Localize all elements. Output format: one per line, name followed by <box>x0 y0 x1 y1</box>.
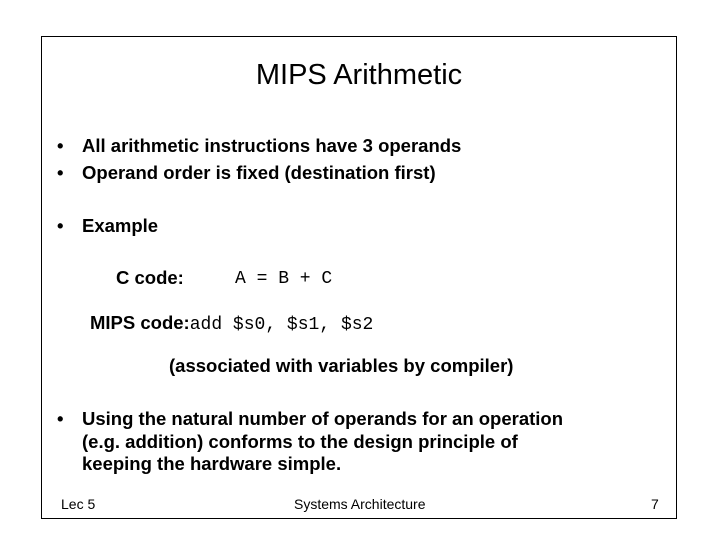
c-code-label: C code: <box>116 267 184 288</box>
bullet-marker: • <box>57 162 64 183</box>
footer-page-number: 7 <box>651 496 659 512</box>
mips-code-value: add $s0, $s1, $s2 <box>189 315 374 335</box>
mips-code-label: MIPS code: <box>90 312 190 333</box>
bullet-text: All arithmetic instructions have 3 operands <box>82 135 462 156</box>
c-code-value: A = B + C <box>235 269 333 289</box>
bullet-item-design-principle <box>57 408 622 476</box>
bullet-item-example <box>57 215 158 237</box>
compiler-note: (associated with variables by compiler) <box>169 355 514 376</box>
mips-code-line <box>90 312 373 336</box>
bullet-text <box>82 408 622 476</box>
bullet-item-operands <box>57 135 461 157</box>
bullet-text: Operand order is fixed (destination first) <box>82 162 436 183</box>
slide-title: MIPS Arithmetic <box>255 59 463 91</box>
footer-lecture-number: Lec 5 <box>61 496 96 512</box>
bullet-marker: • <box>57 408 64 429</box>
bullet-text-line: (e.g. addition) conforms to the design principle of <box>82 430 518 452</box>
footer-course-title: Systems Architecture <box>294 496 426 512</box>
bullet-marker: • <box>57 215 64 236</box>
bullet-text: Example <box>82 215 159 236</box>
bullet-text-line: Using the natural number of operands for an operation <box>82 408 564 429</box>
bullet-item-order <box>57 162 436 184</box>
bullet-text-line: keeping the hardware simple. <box>82 453 342 474</box>
bullet-marker: • <box>57 135 64 156</box>
